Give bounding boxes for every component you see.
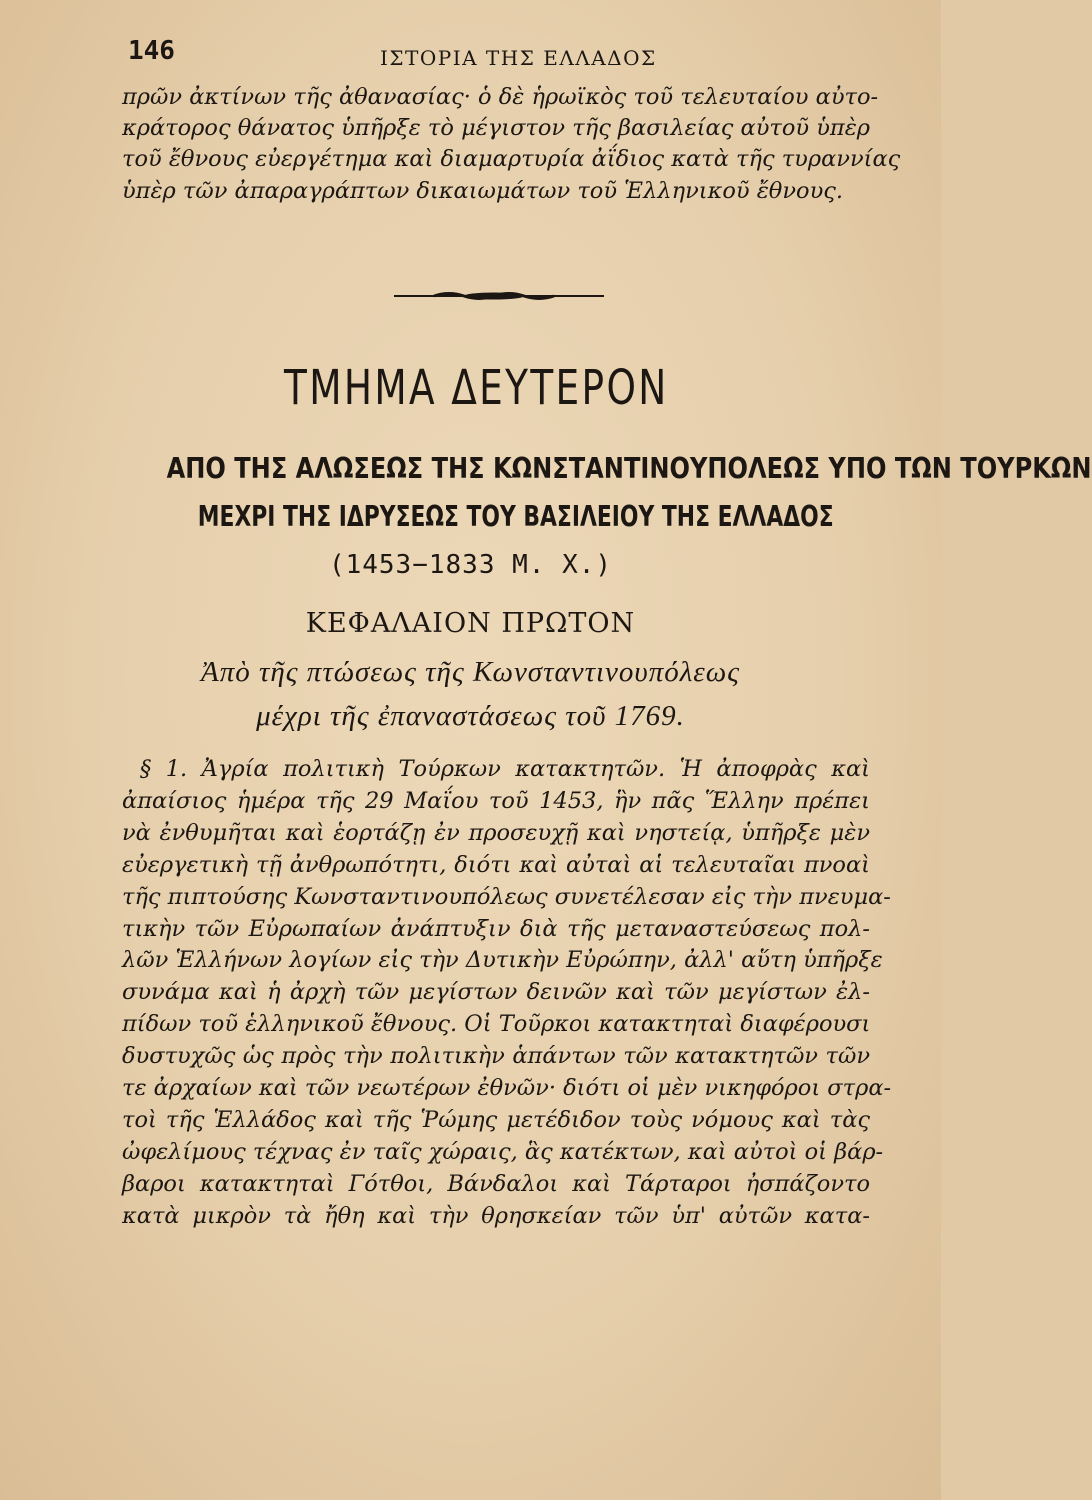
section-title: ΤΜΗΜΑ ΔΕΥΤΕΡΟΝ [284,360,669,416]
text-line: ὠφελίμους τέχνας ἐν ταῖς χώραις, ἃς κατέκτων, καὶ αὐτοὶ οἱ βάρ- [122,1138,884,1165]
text-line: τῆς πιπτούσης Κωνσταντινουπόλεως συνετέλεσαν εἰς τὴν πνευμα- [122,883,891,910]
text-line: δυστυχῶς ὡς πρὸς τὴν πολιτικὴν ἁπάντων τῶν κατακτητῶν τῶν [122,1043,870,1070]
intro-paragraph [122,82,901,207]
text-line: τε ἀρχαίων καὶ τῶν νεωτέρων ἐθνῶν· διότι οἱ μὲν νικηφόροι στρα- [122,1075,892,1102]
page-number: 146 [128,36,175,66]
text-line: τικὴν τῶν Εὐρωπαίων ἀνάπτυξιν διὰ τῆς μεταναστεύσεως πολ- [122,915,870,942]
text-line: τοῦ ἔθνους εὐεργέτημα καὶ διαμαρτυρία ἀΐδιος κατὰ τῆς τυραννίας [122,146,901,173]
running-title: ΙΣΤΟΡΙΑ ΤΗΣ ΕΛΛΑΔΟΣ [380,46,657,70]
body-paragraph [122,754,892,1233]
text-line: κατὰ μικρὸν τὰ ἤθη καὶ τὴν θρησκείαν τῶν ὑπ' αὐτῶν κατα- [122,1202,870,1229]
ornament-divider [394,290,604,302]
section-subtitle-line-1: ΑΠΟ ΤΗΣ ΑΛΩΣΕΩΣ ΤΗΣ ΚΩΝΣΤΑΝΤΙΝΟΥΠΟΛΕΩΣ ΥΠΟ ΤΩΝ ΤΟΥΡΚΩΝ [166,452,1092,485]
text-line: ἀπαίσιος ἡμέρα τῆς 29 Μαΐου τοῦ 1453, ἣν πᾶς Ἕλλην πρέπει [122,787,870,814]
text-line: συνάμα καὶ ἡ ἀρχὴ τῶν μεγίστων δεινῶν καὶ τῶν μεγίστων ἐλ- [122,979,870,1006]
text-line: κράτορος θάνατος ὑπῆρξε τὸ μέγιστον τῆς βασιλείας αὐτοῦ ὑπὲρ [122,115,870,142]
chapter-title: ΚΕΦΑΛΑΙΟΝ ΠΡΩΤΟΝ [305,608,636,639]
text-line: εὐεργετικὴ τῇ ἀνθρωπότητι, διότι καὶ αὐταὶ αἱ τελευταῖαι πνοαὶ [122,851,870,878]
text-line: πρῶν ἀκτίνων τῆς ἀθανασίας· ὁ δὲ ἡρωϊκὸς τοῦ τελευταίου αὐτο- [122,84,879,110]
text-line: βαροι κατακτηταὶ Γότθοι, Βάνδαλοι καὶ Τάρταροι ἠσπάζοντο [122,1170,870,1197]
text-line: λῶν Ἑλλήνων λογίων εἰς τὴν Δυτικὴν Εὐρώπην, ἀλλ' αὕτη ὑπῆρξε [122,947,883,974]
section-dates: (1453−1833 Μ. Χ.) [328,550,613,580]
chapter-subtitle-line-1: Ἀπὸ τῆς πτώσεως τῆς Κωνσταντινουπόλεως [201,656,740,688]
text-line: τοὶ τῆς Ἑλλάδος καὶ τῆς Ῥώμης μετέδιδον τοὺς νόμους καὶ τὰς [122,1106,870,1133]
section-subtitle-line-2: ΜΕΧΡΙ ΤΗΣ ΙΔΡΥΣΕΩΣ ΤΟΥ ΒΑΣΙΛΕΙΟΥ ΤΗΣ ΕΛΛΑΔΟΣ [197,500,834,533]
text-line: ὑπὲρ τῶν ἀπαραγράπτων δικαιωμάτων τοῦ Ἑλληνικοῦ ἔθνους. [122,177,844,204]
text-line: νὰ ἐνθυμῆται καὶ ἑορτάζῃ ἐν προσευχῇ καὶ νηστείᾳ, ὑπῆρξε μὲν [122,819,870,846]
chapter-subtitle-line-2: μέχρι τῆς ἐπαναστάσεως τοῦ 1769. [256,700,685,732]
text-line: § 1. Ἀγρία πολιτικὴ Τούρκων κατακτητῶν. Ἡ ἀποφρὰς καὶ [140,756,870,782]
text-line: πίδων τοῦ ἑλληνικοῦ ἔθνους. Οἱ Τοῦρκοι κατακτηταὶ διαφέρουσι [122,1011,871,1038]
